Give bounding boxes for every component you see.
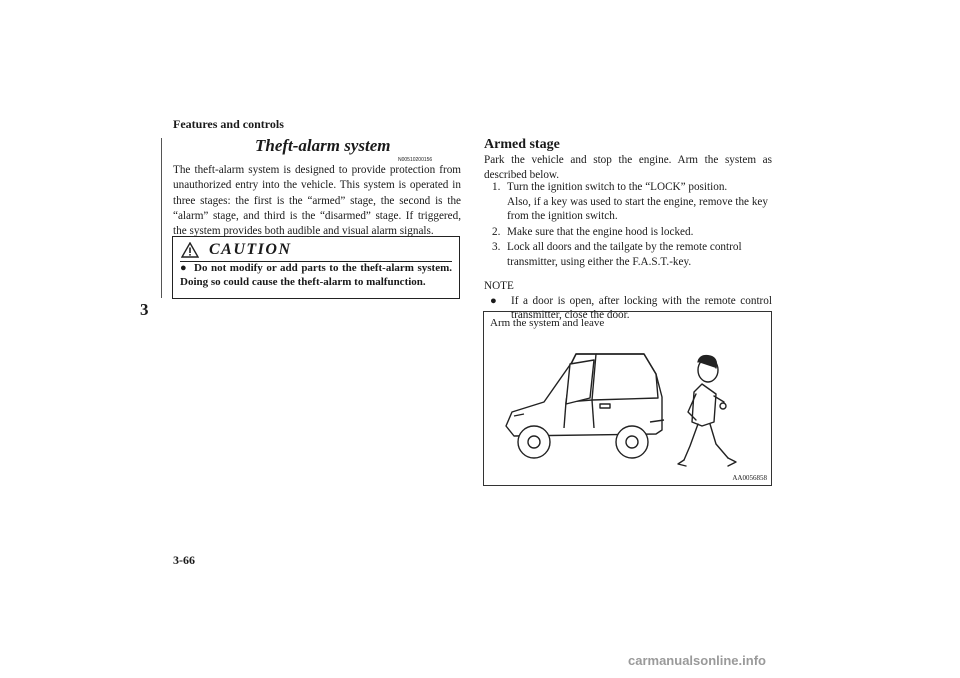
armed-intro: Park the vehicle and stop the engine. Arm the system as described below.	[484, 154, 772, 182]
caution-label: CAUTION	[209, 241, 292, 258]
caution-message: Do not modify or add parts to the theft-alarm system. Doing so could cause the theft-alarm to malfunction.	[180, 262, 452, 288]
list-item	[484, 225, 774, 240]
figure-caption: Arm the system and leave	[490, 317, 605, 329]
caution-text	[180, 262, 452, 289]
page-number: 3-66	[173, 553, 195, 567]
note-text: If a door is open, after locking with the remote control transmitter, close the door.	[511, 294, 772, 321]
steps-list	[484, 180, 774, 270]
figure-code: AA0056858	[732, 474, 767, 482]
step-number: 2.	[492, 225, 501, 238]
bullet-icon: ●	[180, 262, 187, 274]
chapter-tab-divider	[128, 138, 162, 298]
list-item	[484, 180, 774, 224]
intro-paragraph: The theft-alarm system is designed to provide protection from unauthorized entry into the vehicle. This system is operated in three stages: the first is the “armed” stage, the second is the “alarm” stage, and third is the “disarmed” stage. If triggered, the system provides both audible and visual alarm signals.	[173, 164, 461, 238]
bullet-icon: ●	[490, 294, 497, 307]
caution-box	[172, 236, 460, 299]
list-item	[484, 240, 774, 269]
note-heading: NOTE	[484, 280, 514, 292]
step-text: Turn the ignition switch to the “LOCK” position.	[507, 181, 728, 193]
page-title: Theft-alarm system	[255, 136, 391, 155]
step-number: 3.	[492, 241, 501, 253]
step-text: Make sure that the engine hood is locked.	[507, 225, 694, 238]
warning-triangle-icon	[181, 242, 199, 258]
step-text: Lock all doors and the tailgate by the remote control transmitter, using either the F.A.S.T.-key.	[507, 241, 742, 268]
section-heading: Armed stage	[484, 137, 560, 152]
reference-code: N00510200156	[398, 157, 433, 163]
step-subtext: Also, if a key was used to start the engine, remove the key from the ignition switch.	[507, 195, 768, 222]
watermark[interactable]: carmanualsonline.info	[628, 653, 766, 668]
chapter-number: 3	[140, 300, 149, 319]
person-icon	[678, 356, 736, 466]
section-header: Features and controls	[173, 117, 284, 131]
illustration-figure	[483, 311, 772, 486]
car-and-person-illustration	[484, 312, 773, 487]
step-number: 1.	[492, 181, 501, 193]
car-icon	[506, 354, 664, 458]
